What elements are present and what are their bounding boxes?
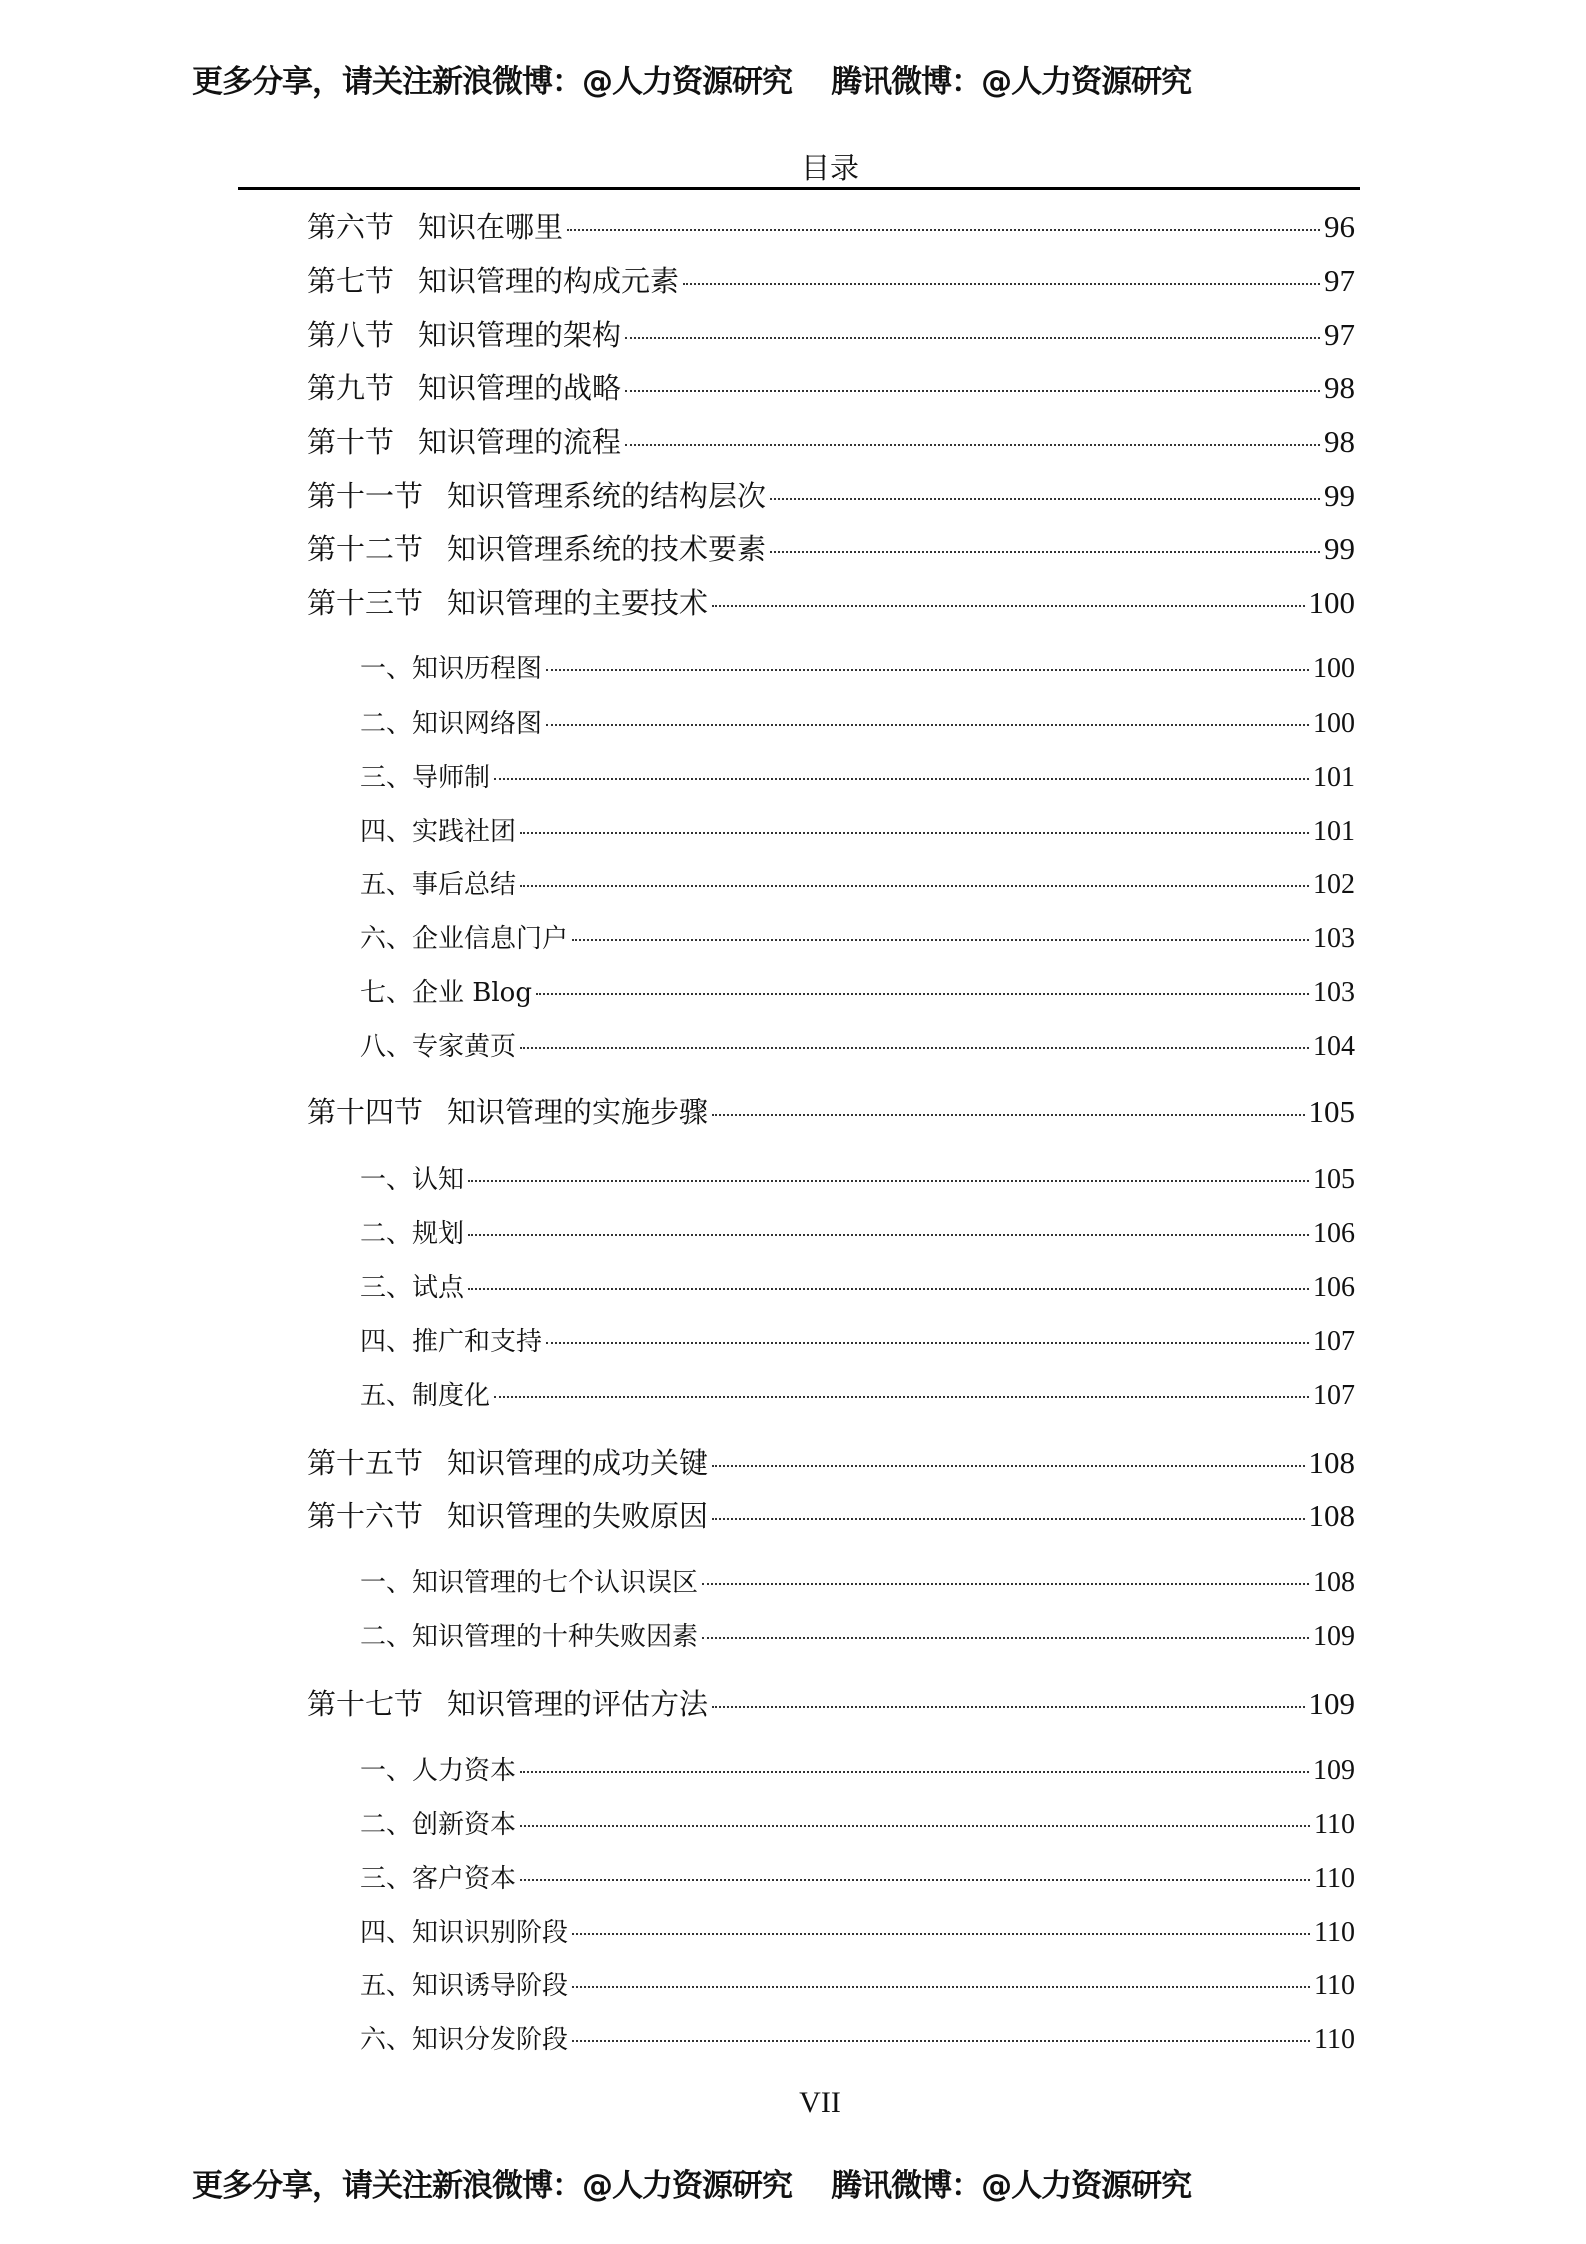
entry-page-number: 104 <box>1313 1031 1355 1062</box>
entry-page-number: 110 <box>1314 1809 1355 1840</box>
dot-leader <box>702 1637 1309 1639</box>
entry-title: 三、客户资本 <box>360 1864 517 1894</box>
dot-leader <box>702 1583 1309 1585</box>
dot-leader <box>494 1396 1309 1398</box>
page-number: VII <box>799 2086 841 2119</box>
toc-entry[interactable] <box>360 1267 1355 1304</box>
entry-page-number: 100 <box>1313 653 1355 684</box>
entry-title: 五、知识诱导阶段 <box>360 1971 569 2001</box>
toc-entry[interactable] <box>360 703 1355 740</box>
entry-title: 六、知识分发阶段 <box>360 2025 569 2055</box>
entry-page-number: 106 <box>1313 1272 1355 1303</box>
entry-section-label: 第十四节 <box>307 1095 424 1129</box>
entry-title: 知识管理的评估方法 <box>447 1687 709 1721</box>
dot-leader <box>520 1825 1310 1827</box>
toc-entry[interactable] <box>360 1321 1355 1358</box>
entry-title: 知识管理的实施步骤 <box>447 1095 709 1129</box>
toc-entry[interactable] <box>307 1682 1355 1723</box>
entry-section-label: 第十节 <box>307 425 395 459</box>
toc-entry[interactable] <box>360 1562 1355 1599</box>
toc-entry[interactable] <box>360 1026 1355 1063</box>
entry-page-number: 107 <box>1313 1380 1355 1411</box>
entry-page-number: 102 <box>1313 869 1355 900</box>
toc-entry[interactable] <box>360 1858 1355 1895</box>
entry-page-number: 100 <box>1308 585 1355 620</box>
entry-section-label: 第六节 <box>307 210 395 244</box>
entry-title: 知识管理系统的技术要素 <box>447 532 767 566</box>
entry-title: 五、制度化 <box>360 1381 491 1411</box>
header-banner: 更多分享，请关注新浪微博：@人力资源研究 腾讯微博：@人力资源研究 <box>192 64 1192 100</box>
toc-entry[interactable] <box>307 1090 1355 1131</box>
dot-leader <box>572 939 1309 941</box>
dot-leader <box>770 498 1320 500</box>
entry-title: 四、知识识别阶段 <box>360 1918 569 1948</box>
entry-title: 二、规划 <box>360 1219 465 1249</box>
entry-title: 知识管理的构成元素 <box>418 264 680 298</box>
entry-title: 二、知识管理的十种失败因素 <box>360 1622 699 1652</box>
toc-entry[interactable] <box>360 1965 1355 2002</box>
entry-page-number: 110 <box>1314 1970 1355 2001</box>
entry-title: 一、人力资本 <box>360 1756 517 1786</box>
entry-section-label: 第十三节 <box>307 586 424 620</box>
entry-page-number: 105 <box>1313 1164 1355 1195</box>
entry-page-number: 97 <box>1324 317 1355 352</box>
entry-page-number: 101 <box>1313 762 1355 793</box>
entry-section-label: 第十一节 <box>307 479 424 513</box>
entry-section-label: 第七节 <box>307 264 395 298</box>
entry-title: 五、事后总结 <box>360 870 517 900</box>
entry-page-number: 96 <box>1324 209 1355 244</box>
entry-section-label: 第十二节 <box>307 532 424 566</box>
dot-leader <box>572 1986 1310 1988</box>
toc-entry[interactable] <box>360 1375 1355 1412</box>
entry-page-number: 97 <box>1324 263 1355 298</box>
dot-leader <box>770 551 1320 553</box>
dot-leader <box>468 1180 1309 1182</box>
toc-entry[interactable] <box>360 757 1355 794</box>
dot-leader <box>520 1771 1309 1773</box>
entry-section-label: 第九节 <box>307 371 395 405</box>
entry-title: 一、知识历程图 <box>360 654 543 684</box>
entry-page-number: 108 <box>1313 1567 1355 1598</box>
toc-entry[interactable] <box>360 972 1355 1009</box>
entry-title: 知识在哪里 <box>418 210 564 244</box>
entry-title: 知识管理的主要技术 <box>447 586 709 620</box>
entry-title: 知识管理的成功关键 <box>447 1446 709 1480</box>
entry-page-number: 108 <box>1308 1445 1355 1480</box>
toc-entry[interactable] <box>360 918 1355 955</box>
toc-title: 目录 <box>800 151 859 185</box>
entry-title: 二、创新资本 <box>360 1810 517 1840</box>
toc-entry[interactable] <box>307 474 1355 515</box>
entry-page-number: 99 <box>1324 478 1355 513</box>
entry-page-number: 100 <box>1313 708 1355 739</box>
entry-page-number: 105 <box>1308 1094 1355 1129</box>
entry-page-number: 106 <box>1313 1218 1355 1249</box>
dot-leader <box>468 1234 1309 1236</box>
dot-leader <box>712 1706 1304 1708</box>
dot-leader <box>546 669 1309 671</box>
toc-entry[interactable] <box>307 420 1355 461</box>
entry-section-label: 第八节 <box>307 318 395 352</box>
toc-entry[interactable] <box>360 1912 1355 1949</box>
dot-leader <box>567 229 1320 231</box>
entry-page-number: 109 <box>1308 1686 1355 1721</box>
toc-entry[interactable] <box>307 259 1355 300</box>
dot-leader <box>520 1047 1309 1049</box>
entry-title: 八、专家黄页 <box>360 1032 517 1062</box>
entry-page-number: 107 <box>1313 1326 1355 1357</box>
toc-entry[interactable] <box>360 1750 1355 1787</box>
toc-entry[interactable] <box>307 205 1355 246</box>
dot-leader <box>625 390 1320 392</box>
entry-page-number: 103 <box>1313 977 1355 1008</box>
toc-entry[interactable] <box>307 366 1355 407</box>
entry-page-number: 110 <box>1314 2024 1355 2055</box>
toc-entry[interactable] <box>307 527 1355 568</box>
entry-page-number: 109 <box>1313 1621 1355 1652</box>
entry-title: 三、试点 <box>360 1273 465 1303</box>
dot-leader <box>625 444 1320 446</box>
toc-entry[interactable] <box>360 1213 1355 1250</box>
dot-leader <box>468 1288 1309 1290</box>
toc-entry[interactable] <box>307 581 1355 622</box>
dot-leader <box>520 1879 1310 1881</box>
title-rule <box>238 187 1360 190</box>
entry-title: 知识管理的架构 <box>418 318 622 352</box>
entry-page-number: 98 <box>1324 370 1355 405</box>
dot-leader <box>572 2040 1310 2042</box>
toc-entry[interactable] <box>307 313 1355 354</box>
entry-section-label: 第十六节 <box>307 1499 424 1533</box>
entry-section-label: 第十五节 <box>307 1446 424 1480</box>
entry-title: 四、推广和支持 <box>360 1327 543 1357</box>
entry-page-number: 103 <box>1313 923 1355 954</box>
toc-entry[interactable] <box>360 2019 1355 2056</box>
toc-entry[interactable] <box>360 1804 1355 1841</box>
entry-title: 一、认知 <box>360 1165 465 1195</box>
entry-title: 知识管理的失败原因 <box>447 1499 709 1533</box>
entry-page-number: 101 <box>1313 816 1355 847</box>
dot-leader <box>572 1933 1310 1935</box>
entry-title: 三、导师制 <box>360 763 491 793</box>
dot-leader <box>712 1518 1304 1520</box>
toc-entry[interactable] <box>360 648 1355 685</box>
entry-title: 一、知识管理的七个认识误区 <box>360 1568 699 1598</box>
dot-leader <box>625 337 1320 339</box>
toc-entry[interactable] <box>360 1159 1355 1196</box>
entry-title: 知识管理系统的结构层次 <box>447 479 767 513</box>
entry-title: 知识管理的流程 <box>418 425 622 459</box>
dot-leader <box>520 885 1309 887</box>
dot-leader <box>712 1114 1304 1116</box>
entry-page-number: 99 <box>1324 531 1355 566</box>
toc-entry[interactable] <box>360 1616 1355 1653</box>
entry-title: 四、实践社团 <box>360 817 517 847</box>
toc-entry[interactable] <box>360 864 1355 901</box>
entry-page-number: 98 <box>1324 424 1355 459</box>
dot-leader <box>546 724 1309 726</box>
dot-leader <box>536 993 1309 995</box>
footer-banner: 更多分享，请关注新浪微博：@人力资源研究 腾讯微博：@人力资源研究 <box>192 2168 1192 2204</box>
entry-section-label: 第十七节 <box>307 1687 424 1721</box>
dot-leader <box>712 605 1304 607</box>
entry-title: 知识管理的战略 <box>418 371 622 405</box>
entry-page-number: 110 <box>1314 1917 1355 1948</box>
entry-page-number: 110 <box>1314 1863 1355 1894</box>
dot-leader <box>520 832 1309 834</box>
toc-entry[interactable] <box>307 1441 1355 1482</box>
dot-leader <box>494 778 1309 780</box>
entry-title: 六、企业信息门户 <box>360 924 569 954</box>
toc-entry[interactable] <box>307 1494 1355 1535</box>
entry-title: 七、企业 Blog <box>360 978 532 1008</box>
dot-leader <box>712 1465 1304 1467</box>
entry-title: 二、知识网络图 <box>360 709 543 739</box>
entry-page-number: 108 <box>1308 1498 1355 1533</box>
entry-page-number: 109 <box>1313 1755 1355 1786</box>
dot-leader <box>546 1342 1309 1344</box>
toc-entry[interactable] <box>360 811 1355 848</box>
dot-leader <box>683 283 1320 285</box>
